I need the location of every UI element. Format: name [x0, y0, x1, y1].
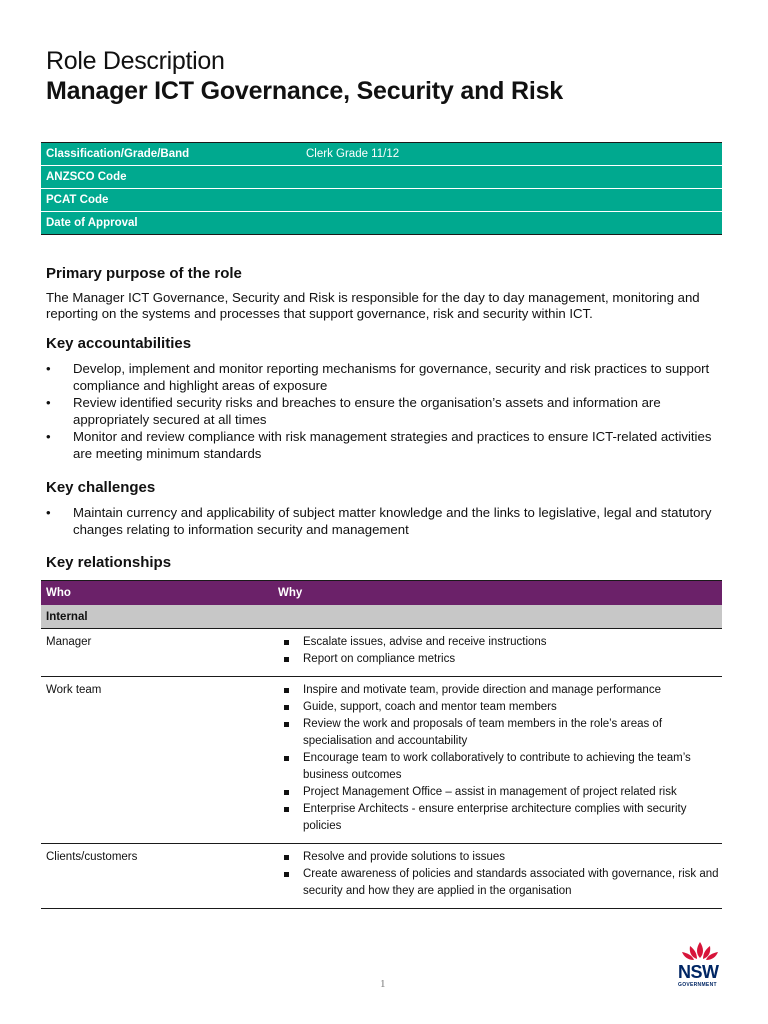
why-item: Review the work and proposals of team members in the role’s areas of specialisation and accountability	[278, 716, 722, 750]
key-relationships-heading: Key relationships	[46, 554, 172, 571]
square-bullet-icon	[284, 688, 289, 693]
table-row	[41, 677, 722, 844]
key-accountabilities-heading: Key accountabilities	[46, 335, 192, 352]
why-item: Project Management Office – assist in management of project related risk	[278, 784, 722, 801]
info-value: Clerk Grade 11/12	[306, 148, 400, 160]
key-challenges-list	[46, 504, 722, 538]
square-bullet-icon	[284, 855, 289, 860]
list-item-text: Monitor and review compliance with risk management strategies and practices to ensure ICT-related activities are meeting minimum standards	[73, 429, 712, 461]
bullet-icon: •	[46, 429, 51, 444]
primary-purpose-heading: Primary purpose of the role	[46, 265, 242, 282]
square-bullet-icon	[284, 722, 289, 727]
primary-purpose-text: The Manager ICT Governance, Security and Risk is responsible for the day to day management, monitoring and reporting on the systems and processes that support governance, risk and security within ICT.	[46, 290, 700, 321]
why-list	[278, 629, 722, 676]
who-cell: Clients/customers	[46, 851, 138, 863]
info-row-anzsco	[41, 166, 722, 189]
key-challenges-heading: Key challenges	[46, 479, 156, 496]
square-bullet-icon	[284, 790, 289, 795]
who-cell: Manager	[46, 636, 92, 648]
page-number: 1	[380, 978, 386, 990]
list-item	[46, 360, 722, 394]
page-title: Manager ICT Governance, Security and Risk	[46, 77, 563, 105]
relationships-header	[41, 580, 722, 605]
square-bullet-icon	[284, 640, 289, 645]
info-row-classification	[41, 143, 722, 166]
relationships-table	[41, 580, 722, 909]
why-list	[278, 677, 722, 843]
why-item: Create awareness of policies and standards associated with governance, risk and security and how they are applied in the organisation	[278, 866, 722, 900]
bullet-icon: •	[46, 395, 51, 410]
logo-text: NSW	[678, 962, 719, 982]
table-row	[41, 629, 722, 677]
list-item	[46, 394, 722, 428]
list-item-text: Develop, implement and monitor reporting mechanisms for governance, security and risk practices to support compliance and highlight areas of exposure	[73, 361, 710, 393]
why-item: Escalate issues, advise and receive instructions	[278, 634, 722, 651]
why-item: Guide, support, coach and mentor team members	[278, 699, 722, 716]
bullet-icon: •	[46, 361, 51, 376]
who-cell: Work team	[46, 684, 102, 696]
info-row-approval-date	[41, 212, 722, 234]
list-item	[46, 504, 722, 538]
why-item: Encourage team to work collaboratively to contribute to achieving the team’s business outcomes	[278, 750, 722, 784]
square-bullet-icon	[284, 807, 289, 812]
why-item: Resolve and provide solutions to issues	[278, 849, 722, 866]
table-row	[41, 844, 722, 909]
info-label: Date of Approval	[46, 217, 138, 229]
info-label: PCAT Code	[46, 194, 109, 206]
square-bullet-icon	[284, 872, 289, 877]
logo-subtext: GOVERNMENT	[678, 982, 717, 988]
why-list	[278, 844, 722, 908]
square-bullet-icon	[284, 705, 289, 710]
list-item-text: Maintain currency and applicability of subject matter knowledge and the links to legislative, legal and statutory changes relating to information security and management	[73, 505, 712, 537]
info-row-pcat	[41, 189, 722, 212]
bullet-icon: •	[46, 505, 51, 520]
classification-table	[41, 142, 722, 235]
square-bullet-icon	[284, 756, 289, 761]
list-item	[46, 428, 722, 462]
info-label: ANZSCO Code	[46, 171, 127, 183]
why-item: Report on compliance metrics	[278, 651, 722, 668]
info-label: Classification/Grade/Band	[46, 148, 190, 160]
why-item: Enterprise Architects - ensure enterprise architecture complies with security policies	[278, 801, 722, 835]
column-header-why: Why	[278, 587, 303, 599]
document-kind: Role Description	[46, 47, 225, 75]
why-item: Inspire and motivate team, provide direction and manage performance	[278, 682, 722, 699]
relationships-group-internal: Internal	[41, 605, 722, 629]
square-bullet-icon	[284, 657, 289, 662]
list-item-text: Review identified security risks and breaches to ensure the organisation’s assets and information are appropriately secured at all times	[73, 395, 661, 427]
column-header-who: Who	[46, 587, 71, 599]
key-accountabilities-list	[46, 360, 722, 462]
